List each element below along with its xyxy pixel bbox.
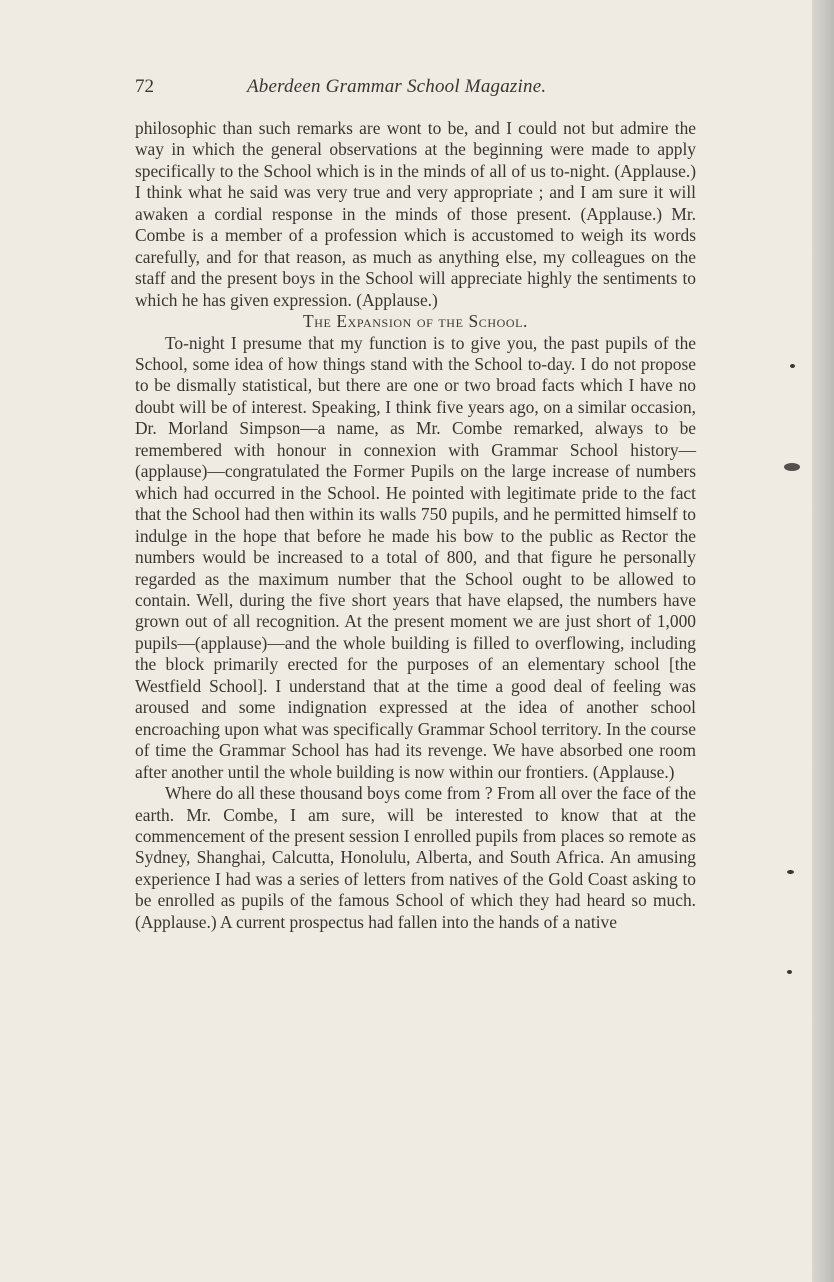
paragraph: philosophic than such remarks are wont to be, and I could not but admire the way in which the general observations at the beginning were made to apply specifically to the School which is in the minds of all of us to-night. (Applause.) I think what he said was very true and very appropriate ; and I am sure it will awaken a cordial response in the minds of those present. (Applause.) Mr. Combe is a member of a profession which is accustomed to weigh its words carefully, and for that reason, as much as anything else, my colleagues on the staff and the present boys in the School will appreciate highly the sentiments to which he has given expression. (Applause.)	[135, 118, 696, 310]
paragraph: Where do all these thousand boys come from ? From all over the face of the earth. Mr. Combe, I am sure, will be interested to know that at the commencement of the present session I enrolled pupils from places so remote as Sydney, Shanghai, Calcutta, Honolulu, Alberta, and South Africa. An amusing experience I had was a series of letters from natives of the Gold Coast asking to be enrolled as pupils of the famous School of which they had heard so much. (Applause.) A current prospectus had fallen into the hands of a native	[135, 783, 696, 932]
running-title: Aberdeen Grammar School Magazine.	[247, 76, 547, 97]
paragraph: To-night I presume that my function is to give you, the past pupils of the School, some idea of how things stand with the School to-day. I do not propose to be dismally statistical, but there are one or two broad facts which I have no doubt will be of interest. Speaking, I think five years ago, on a similar occasion, Dr. Morland Simpson—a name, as Mr. Combe remarked, always to be remembered with honour in connexion with Grammar School history—(applause)—congratulated the Former Pupils on the large increase of numbers which had occurred in the School. He pointed with legitimate pride to the fact that the School had then within its walls 750 pupils, and he permitted himself to indulge in the hope that before he made his bow to the public as Rector the numbers would be increased to a total of 800, and that figure he personally regarded as the maximum number that the School ought to be allowed to contain. Well, during the five short years that have elapsed, the numbers have grown out of all recognition. At the present moment we are just short of 1,000 pupils—(applause)—and the whole building is filled to overflowing, including the block primarily erected for the purposes of an elementary school [the Westfield School]. I understand that at the time a good deal of feeling was aroused and some indignation expressed at the idea of another school encroaching upon what was specifically Grammar School territory. In the course of time the Grammar School has had its revenge. We have absorbed one room after another until the whole building is now within our frontiers. (Applause.)	[135, 332, 696, 782]
page-edge-shadow	[812, 0, 834, 1282]
print-speck	[787, 970, 792, 974]
print-speck	[784, 463, 800, 471]
print-speck	[790, 364, 795, 368]
article-body	[135, 118, 696, 933]
page-header	[135, 76, 695, 102]
print-speck	[787, 870, 794, 874]
section-heading: The Expansion of the School.	[302, 311, 529, 332]
page-number: 72	[135, 76, 154, 97]
